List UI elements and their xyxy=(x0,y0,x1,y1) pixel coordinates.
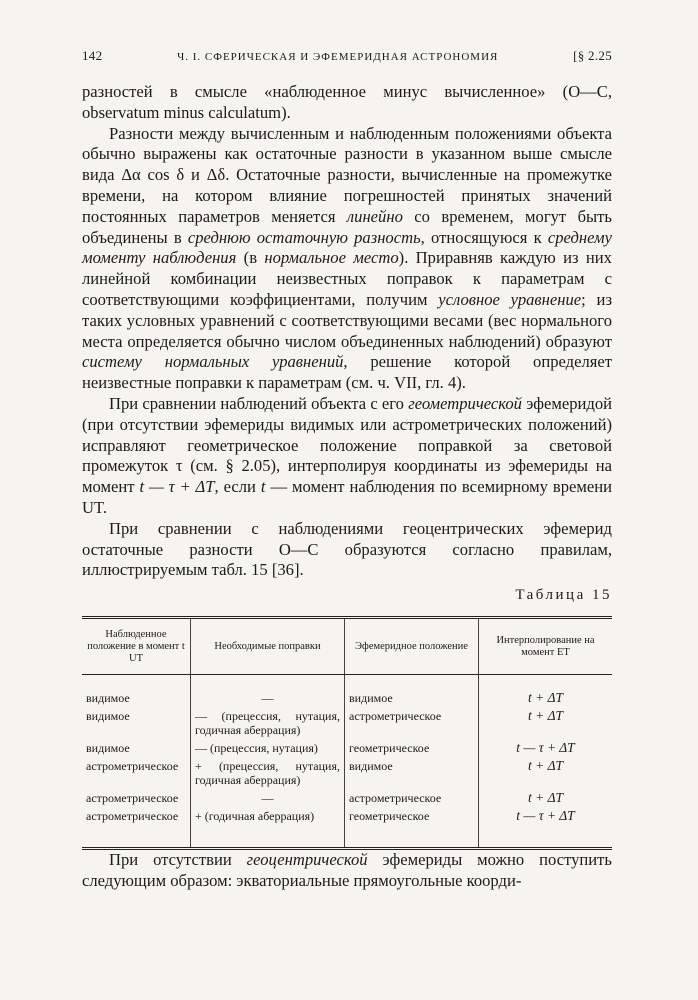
text-segment: — момент наблюдения по всемирному времени UT. xyxy=(82,477,613,517)
italic-term: нормальное место xyxy=(264,248,399,268)
header-ephemeris: Эфемеридное положение xyxy=(345,617,479,674)
italic-term: среднюю остаточную разность xyxy=(187,227,421,247)
italic-term: геоцентрической xyxy=(246,849,368,869)
paragraph-2 xyxy=(82,124,612,394)
body-text xyxy=(82,82,612,892)
header-observed: Наблюденное положение в момент t UT xyxy=(82,617,191,674)
cell-observed: астрометрическое xyxy=(86,790,179,805)
text-segment: ; из таких условных уравнений с соответствующими весами (вес нормального места определяется обычно числом объединенных наблюдений) образуют xyxy=(82,289,612,351)
residuals-table xyxy=(82,616,612,850)
cell-corrections: — (прецессия, нутация, годичная аберрация) xyxy=(191,709,345,741)
cell-corrections: + (прецессия, нутация, годичная аберрация) xyxy=(191,759,345,791)
cell-corrections: — xyxy=(191,791,345,809)
cell-ephemeris: астрометрическое xyxy=(345,709,479,741)
italic-term: линейно xyxy=(346,206,403,226)
table-row xyxy=(82,791,612,809)
cell-corrections: — (прецессия, нутация) xyxy=(191,741,345,759)
cell-observed: видимое xyxy=(86,708,130,723)
table-body xyxy=(82,674,612,848)
text-segment: ). Приравняв каждую из них линейной комбинации неизвестных поправок к параметрам с соответствующими коэффициентами, получим xyxy=(82,248,612,309)
cell-interpolation: t — τ + ΔT xyxy=(479,809,613,849)
cell-ephemeris: астрометрическое xyxy=(345,791,479,809)
cell-interpolation: t + ΔT xyxy=(479,709,613,741)
cell-ephemeris: видимое xyxy=(345,674,479,709)
text-segment: При отсутствии xyxy=(109,849,247,869)
header-interpolation: Интерполирование на момент ET xyxy=(479,617,613,674)
text-segment: , относящуюся к xyxy=(420,227,548,247)
cell-ephemeris: видимое xyxy=(345,759,479,791)
book-page xyxy=(82,48,612,892)
cell-corrections: + (годичная аберрация) xyxy=(191,809,345,849)
cell-ephemeris: геометрическое xyxy=(345,741,479,759)
italic-term: систему нормальных уравнений xyxy=(82,352,344,372)
page-header xyxy=(82,48,612,64)
table-header-row xyxy=(82,617,612,674)
italic-term: t xyxy=(260,477,266,497)
text-segment: (в xyxy=(236,248,265,268)
table-row xyxy=(82,741,612,759)
table-label: Таблица 15 xyxy=(515,587,612,604)
italic-term: среднему моменту наблюдения xyxy=(82,227,612,268)
cell-observed: астрометрическое xyxy=(86,758,179,773)
text-segment: эфемериды можно поступить следующим образом: экваториальные прямоугольные коорди- xyxy=(82,849,612,890)
cell-ephemeris: геометрическое xyxy=(345,809,479,849)
paragraph-1: разностей в смысле «наблюденное минус вычисленное» (О—С, observatum minus calculatum). xyxy=(82,82,612,122)
text-segment: Разности между вычисленным и наблюденным положениями объекта обычно выражены как остаточные разности в указанном выше смысле вида Δα cos δ и Δδ. Остаточные разности, вычисленные на промежутке времени, на котором влияние погрешностей принятых значений постоянных параметров меняется xyxy=(82,123,612,226)
cell-corrections: — xyxy=(191,674,345,709)
cell-observed: видимое xyxy=(86,690,130,705)
italic-term: t — τ + ΔT xyxy=(139,477,215,497)
paragraph-3 xyxy=(82,394,612,519)
running-title: Ч. I. СФЕРИЧЕСКАЯ И ЭФЕМЕРИДНАЯ АСТРОНОМИЯ xyxy=(177,51,499,63)
text-segment: эфемеридой (при отсутствии эфемериды видимых или астрометрических положений) исправляют геометрическое положение поправкой за световой промежуток τ (см. § 2.05), интерполируя координаты из эфемериды на момент xyxy=(82,393,613,497)
cell-observed: видимое xyxy=(86,740,130,755)
table-row xyxy=(82,809,612,849)
italic-term: условное уравнение xyxy=(438,289,582,309)
table-row xyxy=(82,709,612,741)
header-corrections: Необходимые поправки xyxy=(191,617,345,674)
paragraph-5 xyxy=(82,850,612,892)
section-number: [§ 2.25 xyxy=(573,48,612,63)
text-segment: , если xyxy=(214,477,261,497)
italic-term: геометрической xyxy=(408,393,522,413)
cell-interpolation: t — τ + ΔT xyxy=(479,741,613,759)
cell-interpolation: t + ΔT xyxy=(479,759,613,791)
cell-interpolation: t + ΔT xyxy=(479,674,613,709)
page-number: 142 xyxy=(82,48,103,63)
cell-interpolation: t + ΔT xyxy=(479,791,613,809)
table-row xyxy=(82,759,612,791)
text-segment: со временем, могут быть объединены в xyxy=(82,206,613,247)
paragraph-4: При сравнении с наблюдениями геоцентрических эфемерид остаточные разности О—С образуются согласно правилам, иллюстрируемым табл. 15 [36]. xyxy=(82,518,612,580)
table-row xyxy=(82,674,612,709)
text-segment: При сравнении наблюдений объекта с его xyxy=(109,393,409,413)
cell-observed: астрометрическое xyxy=(86,808,179,823)
text-segment: , решение которой определяет неизвестные поправки к параметрам (см. ч. VII, гл. 4). xyxy=(82,352,612,393)
